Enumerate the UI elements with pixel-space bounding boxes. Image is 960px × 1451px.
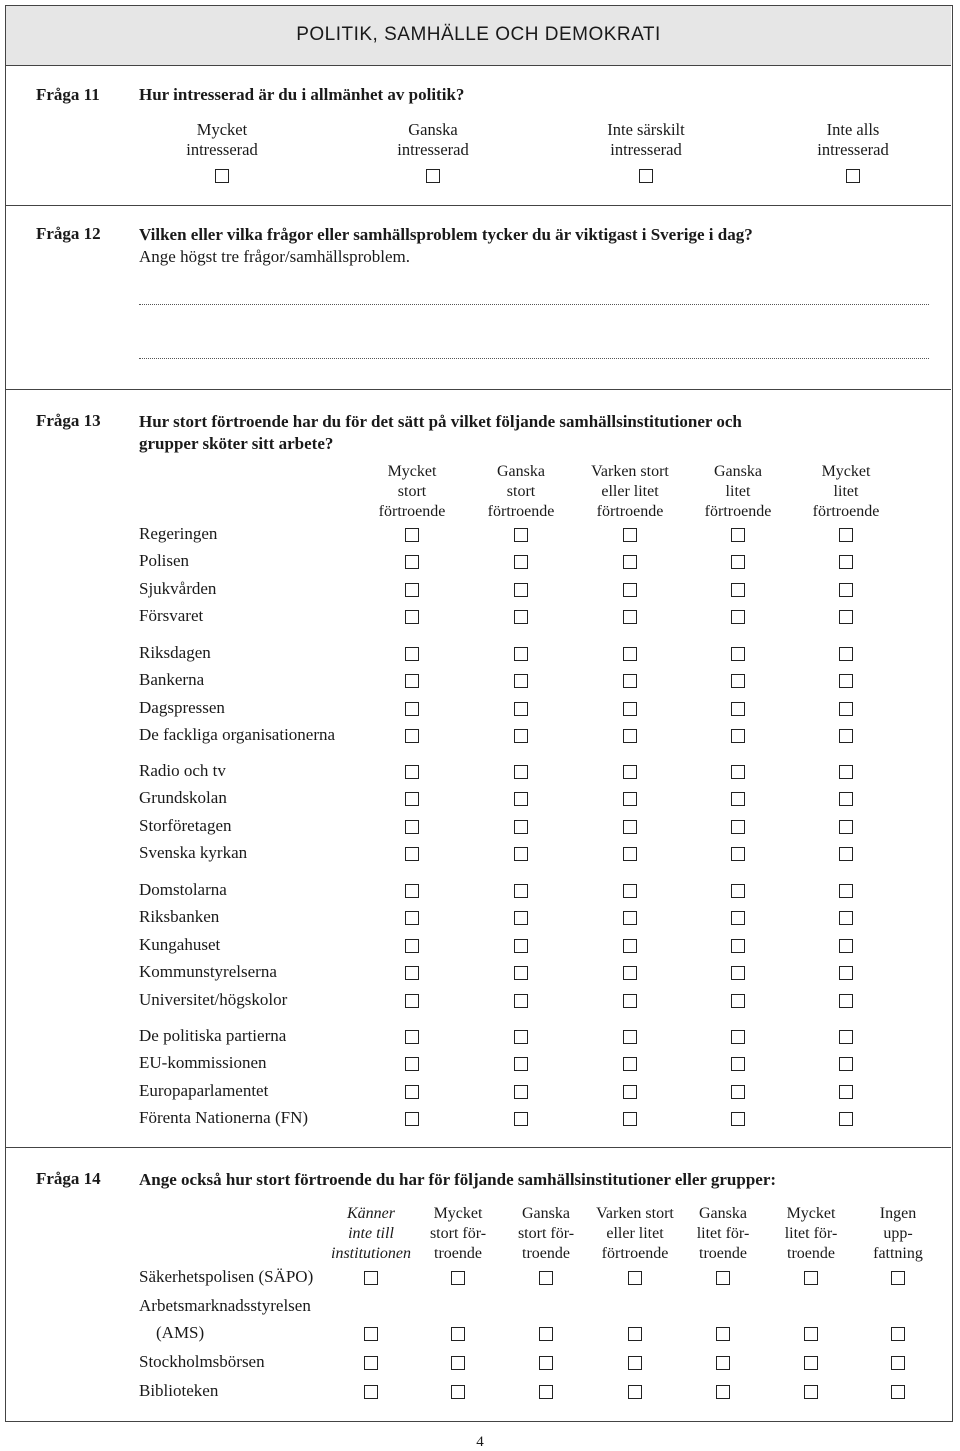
q14-text: Ange också hur stort förtroende du har för följande samhällsinstitutioner eller grupper: xyxy=(139,1170,777,1189)
q14-checkbox[interactable] xyxy=(539,1356,553,1370)
q13-checkbox[interactable] xyxy=(405,674,419,688)
label-line: intresserad xyxy=(817,140,889,159)
q13-checkbox[interactable] xyxy=(731,610,745,624)
q13-checkbox[interactable] xyxy=(839,1057,853,1071)
q13-row-label: EU-kommissionen xyxy=(139,1053,267,1073)
q14-checkbox[interactable] xyxy=(804,1385,818,1399)
q13-row-label: De fackliga organisationerna xyxy=(139,725,336,745)
label-line: Inte särskilt xyxy=(607,120,685,139)
q14-checkbox[interactable] xyxy=(364,1356,378,1370)
q14-checkbox[interactable] xyxy=(364,1385,378,1399)
q13-checkbox[interactable] xyxy=(623,847,637,861)
q14-checkbox[interactable] xyxy=(716,1356,730,1370)
q13-checkbox[interactable] xyxy=(514,1112,528,1126)
q13-checkbox[interactable] xyxy=(405,939,419,953)
header-line: förtroende xyxy=(487,503,555,520)
q13-checkbox[interactable] xyxy=(839,583,853,597)
q11-checkbox[interactable] xyxy=(846,169,860,183)
q13-row-label: Radio och tv xyxy=(139,761,226,780)
q11-checkbox[interactable] xyxy=(639,169,653,183)
header-line: inte till xyxy=(348,1225,394,1242)
q13-checkbox[interactable] xyxy=(405,583,419,597)
q14-checkbox[interactable] xyxy=(891,1356,905,1370)
q14-column-header xyxy=(321,1204,421,1264)
q13-checkbox[interactable] xyxy=(514,610,528,624)
q13-checkbox[interactable] xyxy=(623,1057,637,1071)
q14-checkbox[interactable] xyxy=(539,1385,553,1399)
q13-row-label: Svenska kyrkan xyxy=(139,843,248,863)
answer-line-1[interactable] xyxy=(139,304,929,305)
q13-checkbox[interactable] xyxy=(514,1030,528,1044)
q11-option-label xyxy=(353,120,513,160)
q13-checkbox[interactable] xyxy=(839,674,853,688)
q13-checkbox[interactable] xyxy=(839,994,853,1008)
q14-row-label: Arbetsmarknadsstyrelsen xyxy=(139,1296,311,1315)
header-line: institutionen xyxy=(331,1245,411,1262)
header-line: upp- xyxy=(883,1225,913,1242)
header-line: eller litet xyxy=(606,1225,664,1242)
q13-checkbox[interactable] xyxy=(623,911,637,925)
q13-checkbox[interactable] xyxy=(623,765,637,779)
q14-column-header xyxy=(848,1204,948,1264)
q13-checkbox[interactable] xyxy=(514,647,528,661)
label-line: intresserad xyxy=(397,140,469,159)
q13-column-header xyxy=(461,462,581,522)
header-line: fattning xyxy=(873,1245,923,1262)
header-line: Ganska xyxy=(699,1205,747,1222)
q13-checkbox[interactable] xyxy=(731,647,745,661)
divider xyxy=(6,205,951,206)
header-line: litet för- xyxy=(696,1225,750,1242)
header-line: Mycket xyxy=(786,1205,836,1222)
q12-hint: Ange högst tre frågor/samhällsproblem. xyxy=(139,247,410,266)
q13-checkbox[interactable] xyxy=(405,966,419,980)
q13-checkbox[interactable] xyxy=(731,702,745,716)
q13-checkbox[interactable] xyxy=(839,1030,853,1044)
q13-checkbox[interactable] xyxy=(623,674,637,688)
header-line: förtroende xyxy=(378,503,446,520)
q13-row-label: Försvaret xyxy=(139,606,204,626)
q13-checkbox[interactable] xyxy=(731,1085,745,1099)
q13-checkbox[interactable] xyxy=(731,820,745,834)
header-line: förtroende xyxy=(812,503,880,520)
divider xyxy=(6,389,951,390)
q13-checkbox[interactable] xyxy=(623,647,637,661)
q13-row-label: Domstolarna xyxy=(139,880,227,899)
q13-checkbox[interactable] xyxy=(839,792,853,806)
q13-checkbox[interactable] xyxy=(839,765,853,779)
q14-checkbox[interactable] xyxy=(716,1327,730,1341)
q13-checkbox[interactable] xyxy=(405,610,419,624)
q13-row-label: Storföretagen xyxy=(139,815,232,835)
label-line: intresserad xyxy=(610,140,682,159)
q13-column-header xyxy=(570,462,690,522)
q11-text: Hur intresserad är du i allmänhet av politik? xyxy=(139,85,465,104)
q13-checkbox[interactable] xyxy=(731,884,745,898)
q13-row-label: Grundskolan xyxy=(139,788,227,808)
q13-checkbox[interactable] xyxy=(839,729,853,743)
q13-row-label: Kommunstyrelserna xyxy=(139,962,277,982)
divider xyxy=(6,1147,951,1148)
q11-checkbox[interactable] xyxy=(426,169,440,183)
q13-checkbox[interactable] xyxy=(514,583,528,597)
q13-checkbox[interactable] xyxy=(405,994,419,1008)
q13-column-header xyxy=(786,462,906,522)
q13-checkbox[interactable] xyxy=(731,555,745,569)
q13-checkbox[interactable] xyxy=(405,911,419,925)
q14-checkbox[interactable] xyxy=(451,1271,465,1285)
q14-row-label: (AMS) xyxy=(156,1323,205,1342)
q13-checkbox[interactable] xyxy=(731,966,745,980)
q13-checkbox[interactable] xyxy=(405,1057,419,1071)
q13-checkbox[interactable] xyxy=(514,555,528,569)
section-header xyxy=(6,6,951,66)
q14-checkbox[interactable] xyxy=(804,1356,818,1370)
q11-checkbox[interactable] xyxy=(215,169,229,183)
q13-checkbox[interactable] xyxy=(514,884,528,898)
q14-column-header xyxy=(673,1204,773,1264)
q14-checkbox[interactable] xyxy=(804,1271,818,1285)
q13-checkbox[interactable] xyxy=(623,792,637,806)
q13-checkbox[interactable] xyxy=(731,911,745,925)
q14-checkbox[interactable] xyxy=(451,1385,465,1399)
q13-checkbox[interactable] xyxy=(731,792,745,806)
q14-checkbox[interactable] xyxy=(628,1327,642,1341)
q13-checkbox[interactable] xyxy=(731,1057,745,1071)
q14-checkbox[interactable] xyxy=(539,1271,553,1285)
q13-checkbox[interactable] xyxy=(731,1112,745,1126)
label-line: intresserad xyxy=(186,140,258,159)
header-line: Känner xyxy=(347,1205,395,1222)
header-line: Mycket xyxy=(387,463,437,480)
q13-checkbox[interactable] xyxy=(405,1030,419,1044)
q13-checkbox[interactable] xyxy=(623,528,637,542)
q13-checkbox[interactable] xyxy=(514,939,528,953)
header-line: troende xyxy=(699,1245,747,1262)
header-line: troende xyxy=(522,1245,570,1262)
q13-checkbox[interactable] xyxy=(731,847,745,861)
header-line: förtroende xyxy=(601,1245,669,1262)
q14-column-header xyxy=(496,1204,596,1264)
q14-checkbox[interactable] xyxy=(716,1271,730,1285)
q14-number: Fråga 14 xyxy=(36,1169,101,1188)
q14-column-header xyxy=(585,1204,685,1264)
q13-checkbox[interactable] xyxy=(839,1085,853,1099)
q13-checkbox[interactable] xyxy=(731,583,745,597)
q13-checkbox[interactable] xyxy=(514,729,528,743)
section-title: POLITIK, SAMHÄLLE OCH DEMOKRATI xyxy=(296,24,661,45)
q13-checkbox[interactable] xyxy=(623,729,637,743)
header-line: stort xyxy=(397,483,427,500)
q14-row-label: Stockholmsbörsen xyxy=(139,1352,265,1371)
q13-checkbox[interactable] xyxy=(514,994,528,1008)
header-line: troende xyxy=(434,1245,482,1262)
header-line: Ganska xyxy=(714,463,762,480)
q13-checkbox[interactable] xyxy=(514,911,528,925)
q13-checkbox[interactable] xyxy=(405,555,419,569)
q13-checkbox[interactable] xyxy=(514,966,528,980)
q13-checkbox[interactable] xyxy=(839,820,853,834)
q13-checkbox[interactable] xyxy=(514,847,528,861)
q13-checkbox[interactable] xyxy=(623,884,637,898)
answer-line-2[interactable] xyxy=(139,358,929,359)
q13-checkbox[interactable] xyxy=(514,1057,528,1071)
header-line: litet för- xyxy=(784,1225,838,1242)
q11-number: Fråga 11 xyxy=(36,85,100,104)
q13-checkbox[interactable] xyxy=(623,583,637,597)
q13-row-label: De politiska partierna xyxy=(139,1026,287,1045)
header-line: litet xyxy=(725,483,751,500)
q13-row-label: Dagspressen xyxy=(139,697,225,717)
q11-option-label xyxy=(566,120,726,160)
q14-checkbox[interactable] xyxy=(364,1327,378,1341)
q13-checkbox[interactable] xyxy=(623,1085,637,1099)
header-line: Ganska xyxy=(497,463,545,480)
q13-checkbox[interactable] xyxy=(839,702,853,716)
q13-checkbox[interactable] xyxy=(405,1085,419,1099)
questionnaire-frame xyxy=(5,5,953,1422)
q13-row-label: Polisen xyxy=(139,551,190,571)
q13-checkbox[interactable] xyxy=(514,1085,528,1099)
q13-checkbox[interactable] xyxy=(623,555,637,569)
q11-option-label xyxy=(773,120,933,160)
q13-checkbox[interactable] xyxy=(839,939,853,953)
q13-checkbox[interactable] xyxy=(623,702,637,716)
q14-checkbox[interactable] xyxy=(628,1356,642,1370)
q13-row-label: Europaparlamentet xyxy=(139,1080,269,1100)
q14-row-label: Säkerhetspolisen (SÄPO) xyxy=(139,1267,314,1286)
header-line: stort för- xyxy=(429,1225,487,1242)
q13-row-label: Riksbanken xyxy=(139,907,220,927)
header-line: Ingen xyxy=(879,1205,917,1222)
q13-checkbox[interactable] xyxy=(405,884,419,898)
header-line: förtroende xyxy=(596,503,664,520)
q14-column-header xyxy=(761,1204,861,1264)
header-line: stort xyxy=(506,483,536,500)
q13-row-label: Bankerna xyxy=(139,670,205,690)
q13-checkbox[interactable] xyxy=(514,674,528,688)
q13-checkbox[interactable] xyxy=(731,765,745,779)
q13-checkbox[interactable] xyxy=(623,994,637,1008)
q13-checkbox[interactable] xyxy=(839,528,853,542)
q13-checkbox[interactable] xyxy=(731,674,745,688)
q13-checkbox[interactable] xyxy=(839,847,853,861)
q13-checkbox[interactable] xyxy=(839,610,853,624)
header-line: litet xyxy=(833,483,859,500)
q14-checkbox[interactable] xyxy=(716,1385,730,1399)
q13-checkbox[interactable] xyxy=(514,528,528,542)
q13-checkbox[interactable] xyxy=(839,647,853,661)
q13-checkbox[interactable] xyxy=(731,729,745,743)
header-line: Mycket xyxy=(821,463,871,480)
q13-checkbox[interactable] xyxy=(839,966,853,980)
q13-checkbox[interactable] xyxy=(731,1030,745,1044)
q13-checkbox[interactable] xyxy=(731,528,745,542)
q13-checkbox[interactable] xyxy=(623,610,637,624)
q14-checkbox[interactable] xyxy=(451,1356,465,1370)
q14-checkbox[interactable] xyxy=(451,1327,465,1341)
q14-checkbox[interactable] xyxy=(891,1271,905,1285)
q13-checkbox[interactable] xyxy=(623,966,637,980)
q14-checkbox[interactable] xyxy=(891,1385,905,1399)
label-line: Inte alls xyxy=(826,120,880,139)
q14-column-header xyxy=(408,1204,508,1264)
header-line: Varken stort xyxy=(596,1205,674,1222)
q13-row-label: Regeringen xyxy=(139,524,218,543)
q13-column-header xyxy=(678,462,798,522)
q14-checkbox[interactable] xyxy=(628,1385,642,1399)
header-line: förtroende xyxy=(704,503,772,520)
q13-checkbox[interactable] xyxy=(839,1112,853,1126)
q13-row-label: Sjukvården xyxy=(139,578,217,598)
q13-checkbox[interactable] xyxy=(405,528,419,542)
q14-checkbox[interactable] xyxy=(539,1327,553,1341)
q12-text: Vilken eller vilka frågor eller samhällsproblem tycker du är viktigast i Sverige i dag? xyxy=(139,225,753,244)
q13-checkbox[interactable] xyxy=(514,702,528,716)
q13-checkbox[interactable] xyxy=(405,729,419,743)
header-line: stort för- xyxy=(517,1225,575,1242)
q13-text-line1: Hur stort förtroende har du för det sätt på vilket följande samhällsinstitutioner och xyxy=(139,412,742,431)
q13-checkbox[interactable] xyxy=(839,884,853,898)
q13-checkbox[interactable] xyxy=(405,847,419,861)
header-line: Mycket xyxy=(433,1205,483,1222)
q13-checkbox[interactable] xyxy=(839,555,853,569)
q13-checkbox[interactable] xyxy=(623,1112,637,1126)
q13-checkbox[interactable] xyxy=(623,1030,637,1044)
label-line: Mycket xyxy=(196,120,248,139)
q13-checkbox[interactable] xyxy=(731,939,745,953)
q13-checkbox[interactable] xyxy=(514,765,528,779)
q14-row-label: Biblioteken xyxy=(139,1381,219,1400)
q14-checkbox[interactable] xyxy=(804,1327,818,1341)
q14-checkbox[interactable] xyxy=(364,1271,378,1285)
q13-checkbox[interactable] xyxy=(839,911,853,925)
q13-checkbox[interactable] xyxy=(405,792,419,806)
q14-checkbox[interactable] xyxy=(891,1327,905,1341)
q13-checkbox[interactable] xyxy=(731,994,745,1008)
q14-checkbox[interactable] xyxy=(628,1271,642,1285)
q13-checkbox[interactable] xyxy=(514,792,528,806)
q13-checkbox[interactable] xyxy=(405,1112,419,1126)
q13-checkbox[interactable] xyxy=(405,702,419,716)
q13-checkbox[interactable] xyxy=(623,820,637,834)
page-number: 4 xyxy=(476,1434,484,1450)
q12-number: Fråga 12 xyxy=(36,224,101,243)
q13-checkbox[interactable] xyxy=(405,765,419,779)
q13-checkbox[interactable] xyxy=(405,820,419,834)
header-line: eller litet xyxy=(601,483,659,500)
q13-checkbox[interactable] xyxy=(514,820,528,834)
q13-row-label: Förenta Nationerna (FN) xyxy=(139,1108,309,1128)
q11-option-label xyxy=(142,120,302,160)
q13-checkbox[interactable] xyxy=(623,939,637,953)
q13-checkbox[interactable] xyxy=(405,647,419,661)
header-line: troende xyxy=(787,1245,835,1262)
header-line: Ganska xyxy=(522,1205,570,1222)
q13-number: Fråga 13 xyxy=(36,411,101,430)
header-line: Varken stort xyxy=(591,463,669,480)
q13-text-line2: grupper sköter sitt arbete? xyxy=(139,434,334,453)
q13-row-label: Riksdagen xyxy=(139,643,211,662)
label-line: Ganska xyxy=(408,120,458,139)
q13-column-header xyxy=(352,462,472,522)
q13-row-label: Kungahuset xyxy=(139,934,221,954)
q13-row-label: Universitet/högskolor xyxy=(139,989,288,1009)
